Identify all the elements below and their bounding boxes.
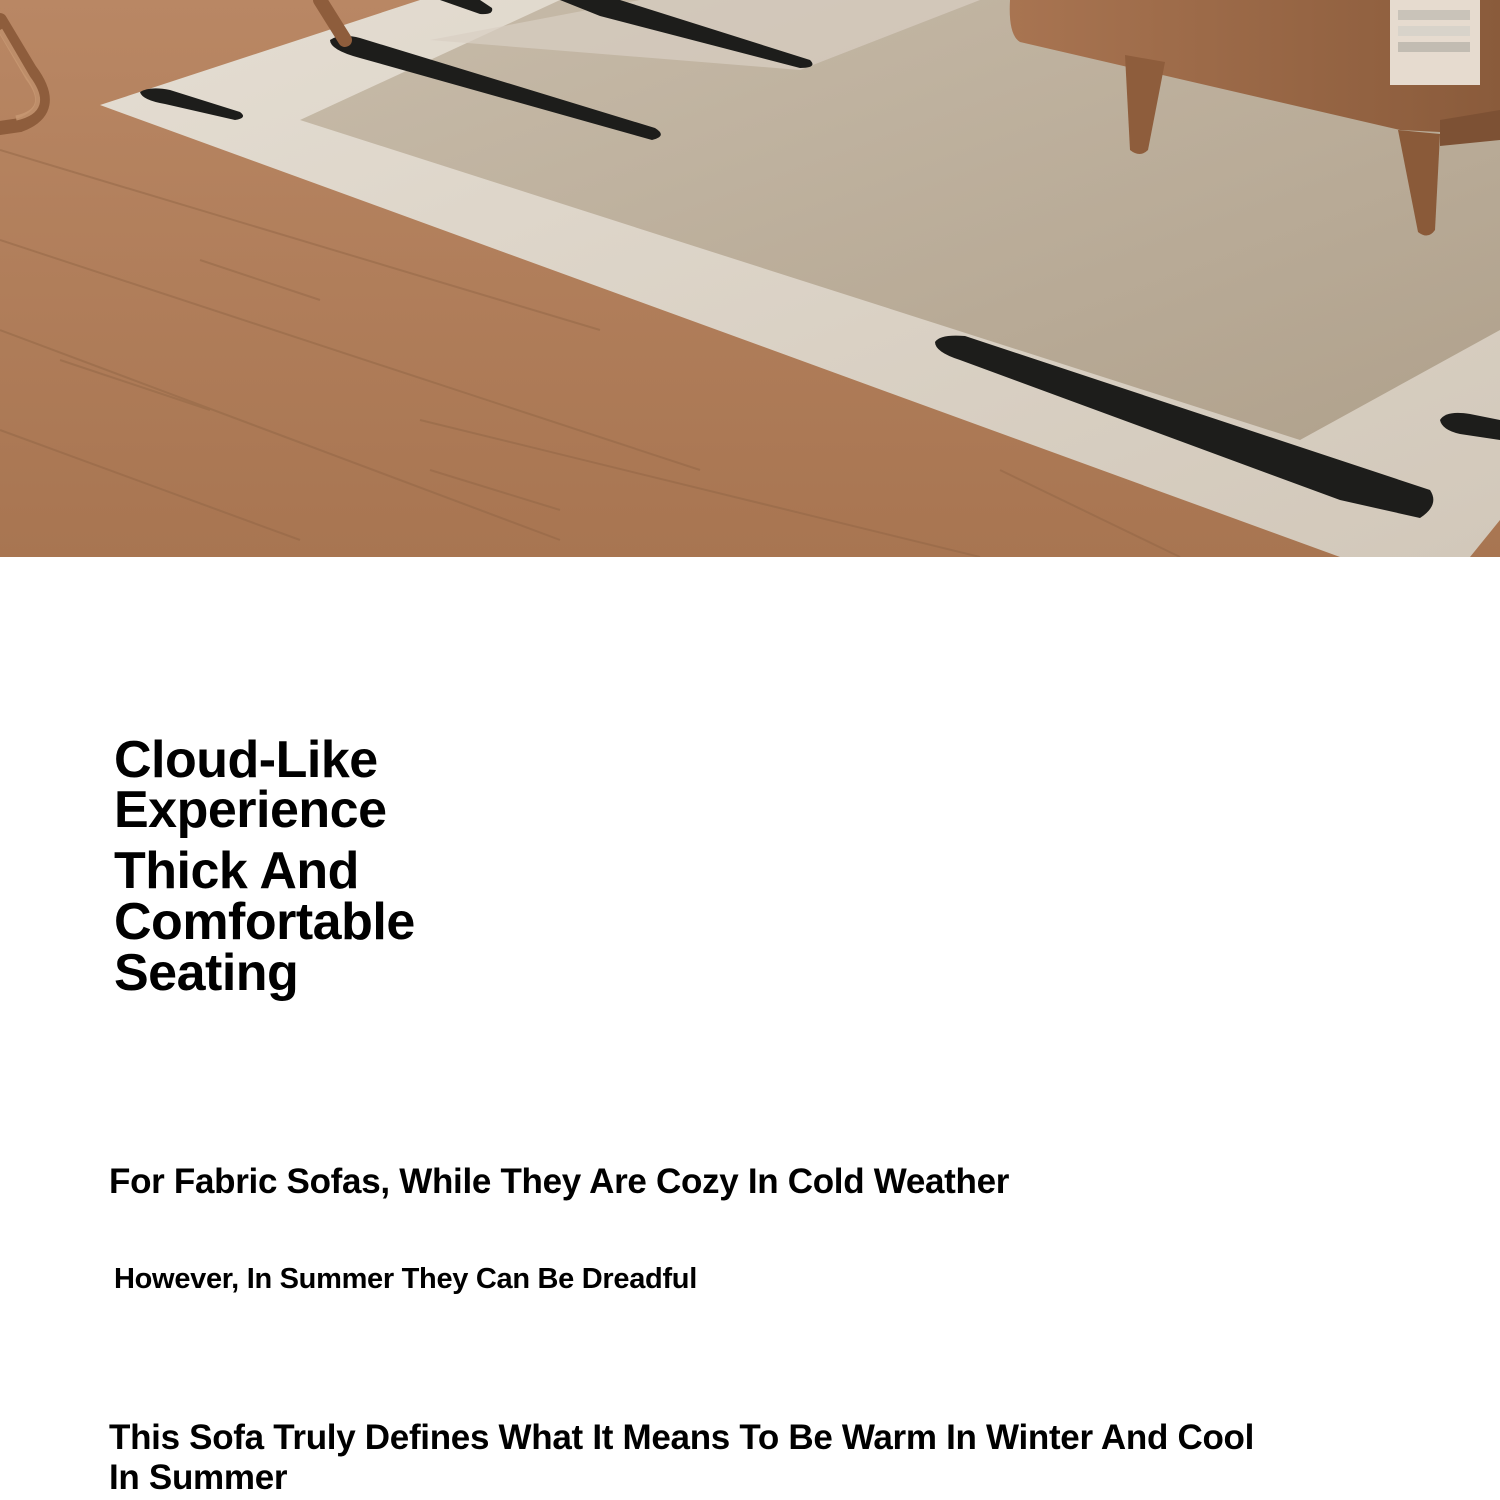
hero-photo-illustration — [0, 0, 1500, 557]
headline-2-line-2: Comfortable — [114, 893, 415, 951]
headline-1-line-1: Cloud-Like — [114, 731, 378, 789]
hero-image — [0, 0, 1500, 557]
headline-1-line-2: Experience — [114, 781, 387, 839]
headline-2-line-3: Seating — [114, 944, 299, 1002]
headline-2-line-1: Thick And — [114, 842, 359, 900]
headline-cloud-like — [114, 731, 574, 839]
body-text-summer: However, In Summer They Can Be Dreadful — [114, 1263, 697, 1295]
headline-thick-seating — [114, 842, 574, 1002]
body-text-warm-cool: This Sofa Truly Defines What It Means To Be Warm In Winter And Cool In Summer — [109, 1418, 1255, 1497]
body-text-fabric-sofas: For Fabric Sofas, While They Are Cozy In Cold Weather — [109, 1162, 1010, 1201]
